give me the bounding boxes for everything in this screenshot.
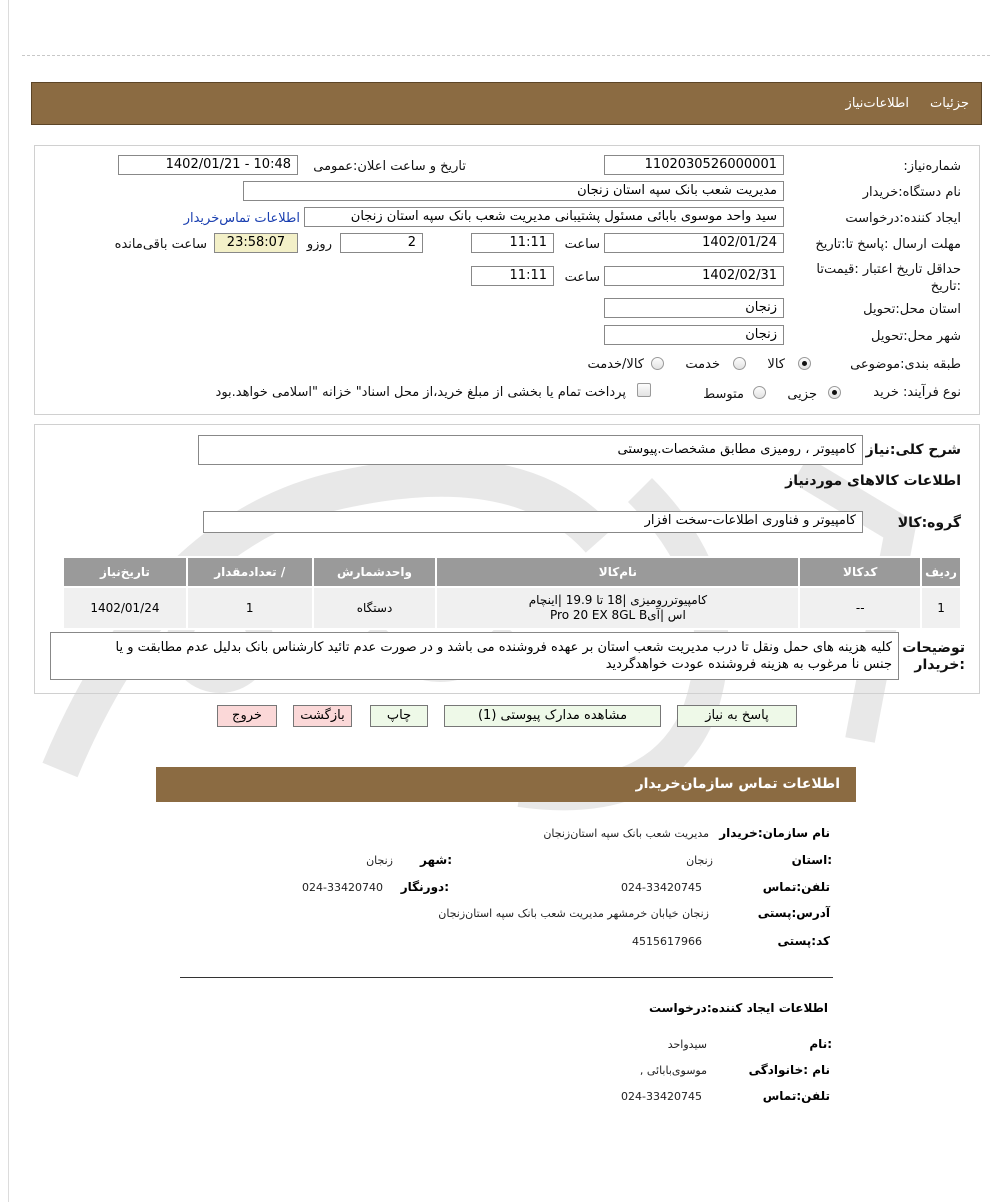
table-header-row [63,557,961,587]
goods-info-title: اطلاعات کالاهای موردنیاز [785,473,961,489]
countdown-timer: 23:58:07 [214,233,298,253]
buyer-notes-label-line1: توضیحات [902,640,965,656]
buyer-org-field[interactable]: مدیریت شعب بانک سپه استان زنجان [243,181,784,201]
deadline-date-field[interactable]: 1402/01/24 [604,233,784,253]
description-field[interactable]: کامپیوتر ، رومیزی مطابق مشخصات.پیوستی [198,435,863,465]
exit-button[interactable]: خروج [217,705,277,727]
requester-field[interactable]: سید واحد موسوی بابائی مسئول پشتیبانی مدیریت شعب بانک سپه استان زنجان [304,207,784,227]
contact-fax-label: :دورنگار [400,880,449,894]
process-option-medium: متوسط [703,387,744,402]
cell-date: 1402/01/24 [63,587,187,629]
buyer-notes-field[interactable] [50,632,899,680]
deadline-label: مهلت ارسال :پاسخ تا:تاریخ [815,237,961,252]
col-name: نام‌کالا [436,557,799,587]
city-field[interactable]: زنجان [604,325,784,345]
cell-row: 1 [921,587,961,629]
col-unit: واحدشمارش [313,557,437,587]
col-qty: / تعدادمقدار [187,557,313,587]
days-field[interactable]: 2 [340,233,423,253]
tab-need-info[interactable]: اطلاعات‌نیاز [845,96,909,111]
requester-label: ایجاد کننده:درخواست [845,211,961,226]
process-option-minor: جزیی [787,387,817,402]
contact-header-bar [156,767,856,802]
header-bar [31,82,982,125]
creator-family-value: موسوی‌بابائی , [639,1064,707,1077]
category-label: طبقه بندی:موضوعی [850,357,961,372]
cell-unit: دستگاه [313,587,437,629]
contact-title: اطلاعات تماس سازمان‌خریدار [635,776,840,792]
contact-province-value: زنجان [686,854,713,867]
announce-label: تاریخ و ساعت اعلان:عمومی [313,159,466,174]
validity-time-label: ساعت [564,270,600,285]
contact-postal-value: 4515617966 [632,935,702,948]
tab-details[interactable]: جزئیات [930,96,969,111]
col-row: ردیف [921,557,961,587]
creator-phone-value: 024-33420745 [621,1090,702,1103]
buyer-notes-text-line1: کلیه هزینه های حمل ونقل تا درب مدیریت شعب استان بر عهده فروشنده می باشد و در صورت عدم تائید کارشناس بانک بدلیل عدم مطابقت و یا [115,640,892,655]
validity-date-field[interactable]: 1402/02/31 [604,266,784,286]
deadline-time-label: ساعت [564,237,600,252]
contact-fax-value: 024-33420740 [302,881,383,894]
cell-name [436,587,799,629]
top-dotted-divider [22,55,990,56]
process-radio-minor[interactable] [828,386,841,399]
creator-name-value: سیدواحد [667,1038,707,1051]
need-number-field[interactable]: 1102030526000001 [604,155,784,175]
contact-org-label: نام سازمان:خریدار [719,826,830,840]
description-label: شرح کلی:نیاز [865,442,961,458]
goods-group-field[interactable]: کامپیوتر و فناوری اطلاعات-سخت افزار [203,511,863,533]
validity-label-line2: :تاریخ [930,279,961,294]
contact-address-label: آدرس:پستی [757,906,830,920]
contact-city-value: زنجان [366,854,393,867]
cell-name-line1: کامپیوتررومیزی |18 تا 19.9 |اینچام [528,593,708,607]
buyer-contact-link[interactable]: اطلاعات تماس‌خریدار [183,211,300,226]
cell-code: -- [799,587,921,629]
payment-checkbox[interactable] [637,383,651,397]
creator-name-label: :نام [809,1037,832,1051]
creator-phone-label: تلفن:تماس [762,1089,830,1103]
category-radio-goods-service[interactable] [651,357,664,370]
cell-qty: 1 [187,587,313,629]
province-label: استان محل:تحویل [863,302,961,317]
process-label: نوع فرآیند: خرید [873,385,961,400]
contact-province-label: :استان [791,853,832,867]
city-label: شهر محل:تحویل [871,329,961,344]
contact-divider [180,977,833,978]
goods-table [62,556,962,630]
process-radio-medium[interactable] [753,386,766,399]
payment-note: پرداخت تمام یا بخشی از مبلغ خرید،از محل اسناد" خزانه "اسلامی خواهد.بود [215,385,626,400]
announce-datetime-field[interactable]: 1402/01/21 - 10:48 [118,155,298,175]
cell-name-line2: اس |آیPro 20 EX 8GL B [550,608,686,622]
need-number-label: شماره‌نیاز: [903,159,961,174]
view-attachments-button[interactable]: مشاهده مدارک پیوستی (1) [444,705,661,727]
goods-group-label: گروه:کالا [897,515,961,531]
buyer-notes-label-line2: :خریدار [914,657,965,673]
buyer-notes-text-line2: جنس نا مرغوب به هزینه فروشنده عودت خواهدگردید [605,657,892,672]
table-row[interactable] [63,587,961,629]
category-radio-service[interactable] [733,357,746,370]
category-option-goods: کالا [767,357,785,372]
buyer-org-label: نام دستگاه:خریدار [862,185,961,200]
remaining-label: ساعت باقی‌مانده [114,237,207,252]
creator-title: اطلاعات ایجاد کننده:درخواست [648,1001,828,1015]
print-button[interactable]: چاپ [370,705,428,727]
province-field[interactable]: زنجان [604,298,784,318]
back-button[interactable]: بازگشت [293,705,352,727]
creator-family-label: نام :خانوادگی [748,1063,830,1077]
validity-time-field[interactable]: 11:11 [471,266,554,286]
col-code: کدکالا [799,557,921,587]
days-label: روزو [306,237,332,252]
category-option-service: خدمت [685,357,720,372]
contact-phone-label: تلفن:تماس [762,880,830,894]
contact-address-value: زنجان خیابان خرمشهر مدیریت شعب بانک سپه استان‌زنجان [438,907,709,920]
contact-city-label: :شهر [420,853,452,867]
contact-org-value: مدیریت شعب بانک سپه استان‌زنجان [543,827,709,840]
col-date: تاریخ‌نیاز [63,557,187,587]
left-border-line [8,0,9,1202]
category-radio-goods[interactable] [798,357,811,370]
deadline-time-field[interactable]: 11:11 [471,233,554,253]
contact-postal-label: کد:پستی [777,934,830,948]
contact-phone-value: 024-33420745 [621,881,702,894]
reply-button[interactable]: پاسخ به نیاز [677,705,797,727]
validity-label-line1: حداقل تاریخ اعتبار :قیمت‌تا [816,262,961,277]
category-option-goods-service: کالا/خدمت [587,357,644,372]
